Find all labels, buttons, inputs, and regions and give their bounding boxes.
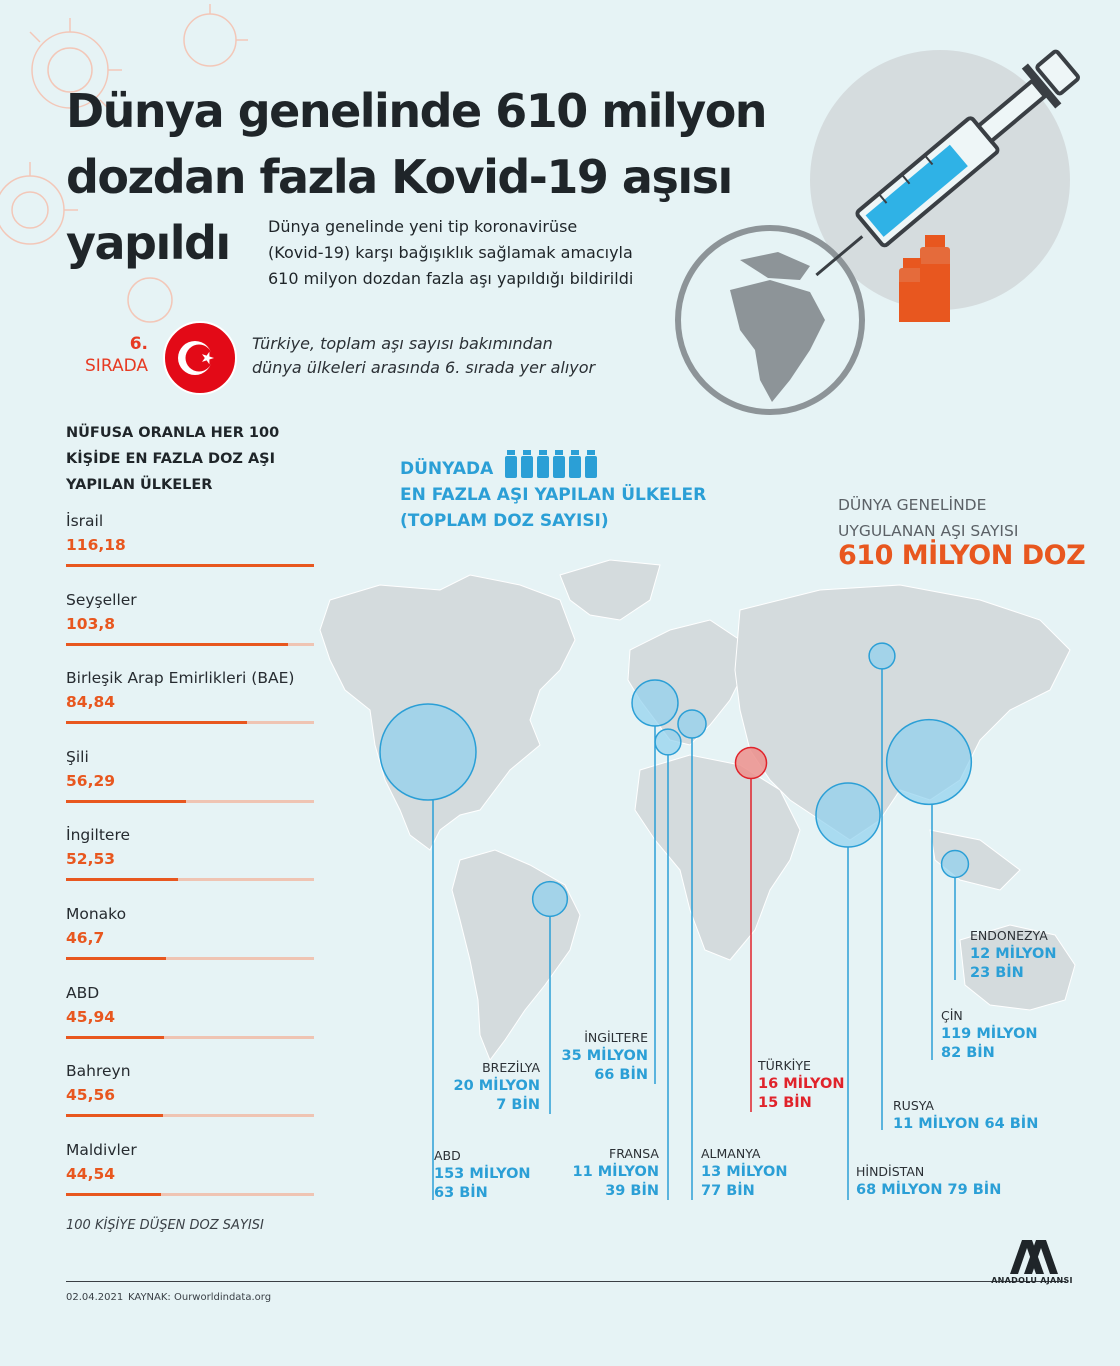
ranking-value-label: 46,7 [66,929,105,947]
dose-value: 66 BİN [594,1067,648,1083]
country-dose-label [434,1146,531,1203]
ranking-row [66,905,316,983]
dose-value: 11 MİLYON [572,1164,659,1180]
greenland-landmass [560,560,660,620]
country-name: ENDONEZYA [970,928,1048,943]
ranking-bar-track [66,1114,314,1117]
dose-value: 68 MİLYON 79 BİN [856,1182,1002,1198]
turkey-rank-note: Türkiye, toplam aşı sayısı bakımından dünya ülkeleri arasında 6. sırada yer alıyor [252,334,596,377]
ranking-value-label: 116,18 [66,536,126,554]
ranking-row [66,669,316,747]
ranking-value-label: 84,84 [66,693,116,712]
global-total-label: DÜNYA GENELİNDE UYGULANAN AŞI SAYISI [838,496,1019,540]
ranking-row [66,591,316,669]
ranking-country-label: Şili [66,747,89,766]
anadolu-agency-logo [1002,1236,1062,1276]
country-name: BREZİLYA [482,1060,540,1075]
ranking-bar-track [66,643,314,646]
country-dose-label [970,926,1056,983]
country-dose-label [758,1056,844,1113]
dose-value: 13 MİLYON [701,1164,788,1180]
dose-bubble [942,851,969,878]
ranking-bar [66,957,166,960]
dose-value: 39 BİN [605,1183,659,1199]
turkey-rank-number: 6. [129,334,148,354]
ranking-value-label: 103,8 [66,614,116,633]
country-dose-label [893,1096,1038,1134]
dose-value: 63 BİN [434,1185,488,1201]
ranking-bar [66,800,186,803]
country-dose-label [856,1162,1001,1200]
page-title: Dünya genelinde 610 milyon dozdan fazla Kovid-19 aşısı yapıldı [66,84,767,270]
ranking-bar [66,1036,164,1039]
ranking-bar-track [66,1036,314,1039]
dose-bubble [533,882,568,917]
world-chart-title: DÜNYADA EN FAZLA AŞI YAPILAN ÜLKELER (TOPLAM DOZ SAYISI) [400,459,707,531]
turkey-flag-icon [162,320,238,396]
dose-value: 16 MİLYON [758,1076,845,1092]
ranking-value-label: 44,54 [66,1164,116,1183]
ranking-bar-track [66,721,314,724]
ranking-bar [66,564,314,567]
per100-chart-title: NÜFUSA ORANLA HER 100 KİŞİDE EN FAZLA DOZ AŞI YAPILAN ÜLKELER [66,425,280,493]
dose-value: 82 BİN [941,1045,995,1061]
ranking-value-label: 45,56 [66,1086,116,1105]
country-name: ABD [434,1148,461,1163]
ranking-row [66,826,316,904]
ranking-country-label: Birleşik Arap Emirlikleri (BAE) [66,669,295,688]
ranking-value-label: 45,94 [66,1007,116,1026]
ranking-country-label: ABD [66,983,100,1002]
country-name: HİNDİSTAN [856,1164,925,1179]
dose-bubble [816,783,880,847]
ranking-value-label: 52,53 [66,850,116,869]
page-subtitle: Dünya genelinde yeni tip koronavirüse (Kovid-19) karşı bağışıklık sağlamak amacıyla 610 milyon dozdan fazla aşı yapıldığı bildirildi [268,217,634,288]
ranking-value-label: 56,29 [66,771,116,790]
ranking-country-label: Monako [66,905,127,923]
country-dose-label [701,1144,787,1201]
country-dose-label [562,1028,648,1085]
agency-name: ANADOLU AJANSI [991,1276,1073,1285]
country-name: İNGİLTERE [584,1030,648,1045]
dose-bubble [735,747,766,778]
ranking-row [66,512,316,590]
dose-bubble [887,720,972,805]
dose-value: 15 BİN [758,1095,812,1111]
ranking-bar-track [66,1193,314,1196]
ranking-bar-track [66,957,314,960]
dose-value: 7 BİN [496,1097,540,1113]
country-name: ÇİN [941,1008,963,1023]
country-dose-label [941,1006,1038,1063]
dose-bubble [655,729,681,755]
ranking-country-label: Maldivler [66,1140,137,1159]
ranking-country-label: İsrail [66,512,104,530]
ranking-bar [66,643,288,646]
dose-value: 119 MİLYON [941,1026,1038,1042]
footer-divider [66,1281,1066,1282]
ranking-row [66,1062,316,1140]
per100-unit-note: 100 KİŞİYE DÜŞEN DOZ SAYISI [66,1218,264,1233]
dose-bubble [869,643,895,669]
ranking-row [66,1141,316,1219]
country-name: RUSYA [893,1098,934,1113]
dose-bubble [632,680,678,726]
ranking-bar [66,878,178,881]
ranking-bar-track [66,800,314,803]
ranking-row [66,748,316,826]
ranking-bar [66,1193,161,1196]
global-total-value: 610 MİLYON DOZ [838,540,1086,571]
ranking-country-label: Bahreyn [66,1062,131,1081]
footer-date: 02.04.2021 [66,1292,124,1303]
ranking-bar-track [66,878,314,881]
ranking-country-label: Seyşeller [66,590,137,609]
dose-value: 12 MİLYON [970,946,1057,962]
dose-value: 77 BİN [701,1183,755,1199]
ranking-bar [66,721,247,724]
ranking-bar [66,1114,163,1117]
dose-bubble [678,710,706,738]
ranking-row [66,984,316,1062]
dose-value: 11 MİLYON 64 BİN [893,1116,1039,1132]
dose-value: 153 MİLYON [434,1166,531,1182]
country-dose-label [573,1144,659,1201]
footer-source: KAYNAK: Ourworldindata.org [128,1292,272,1303]
dose-bubble [380,704,476,800]
country-name: TÜRKİYE [758,1058,811,1073]
dose-value: 35 MİLYON [561,1048,648,1064]
country-name: FRANSA [609,1146,659,1161]
turkey-rank-word: SIRADA [85,356,148,376]
ranking-country-label: İngiltere [66,826,131,845]
dose-value: 23 BİN [970,965,1024,981]
country-name: ALMANYA [701,1146,761,1161]
vial-row-icon [505,450,597,480]
dose-value: 20 MİLYON [453,1078,540,1094]
ranking-bar-track [66,564,314,567]
country-dose-label [454,1058,540,1115]
